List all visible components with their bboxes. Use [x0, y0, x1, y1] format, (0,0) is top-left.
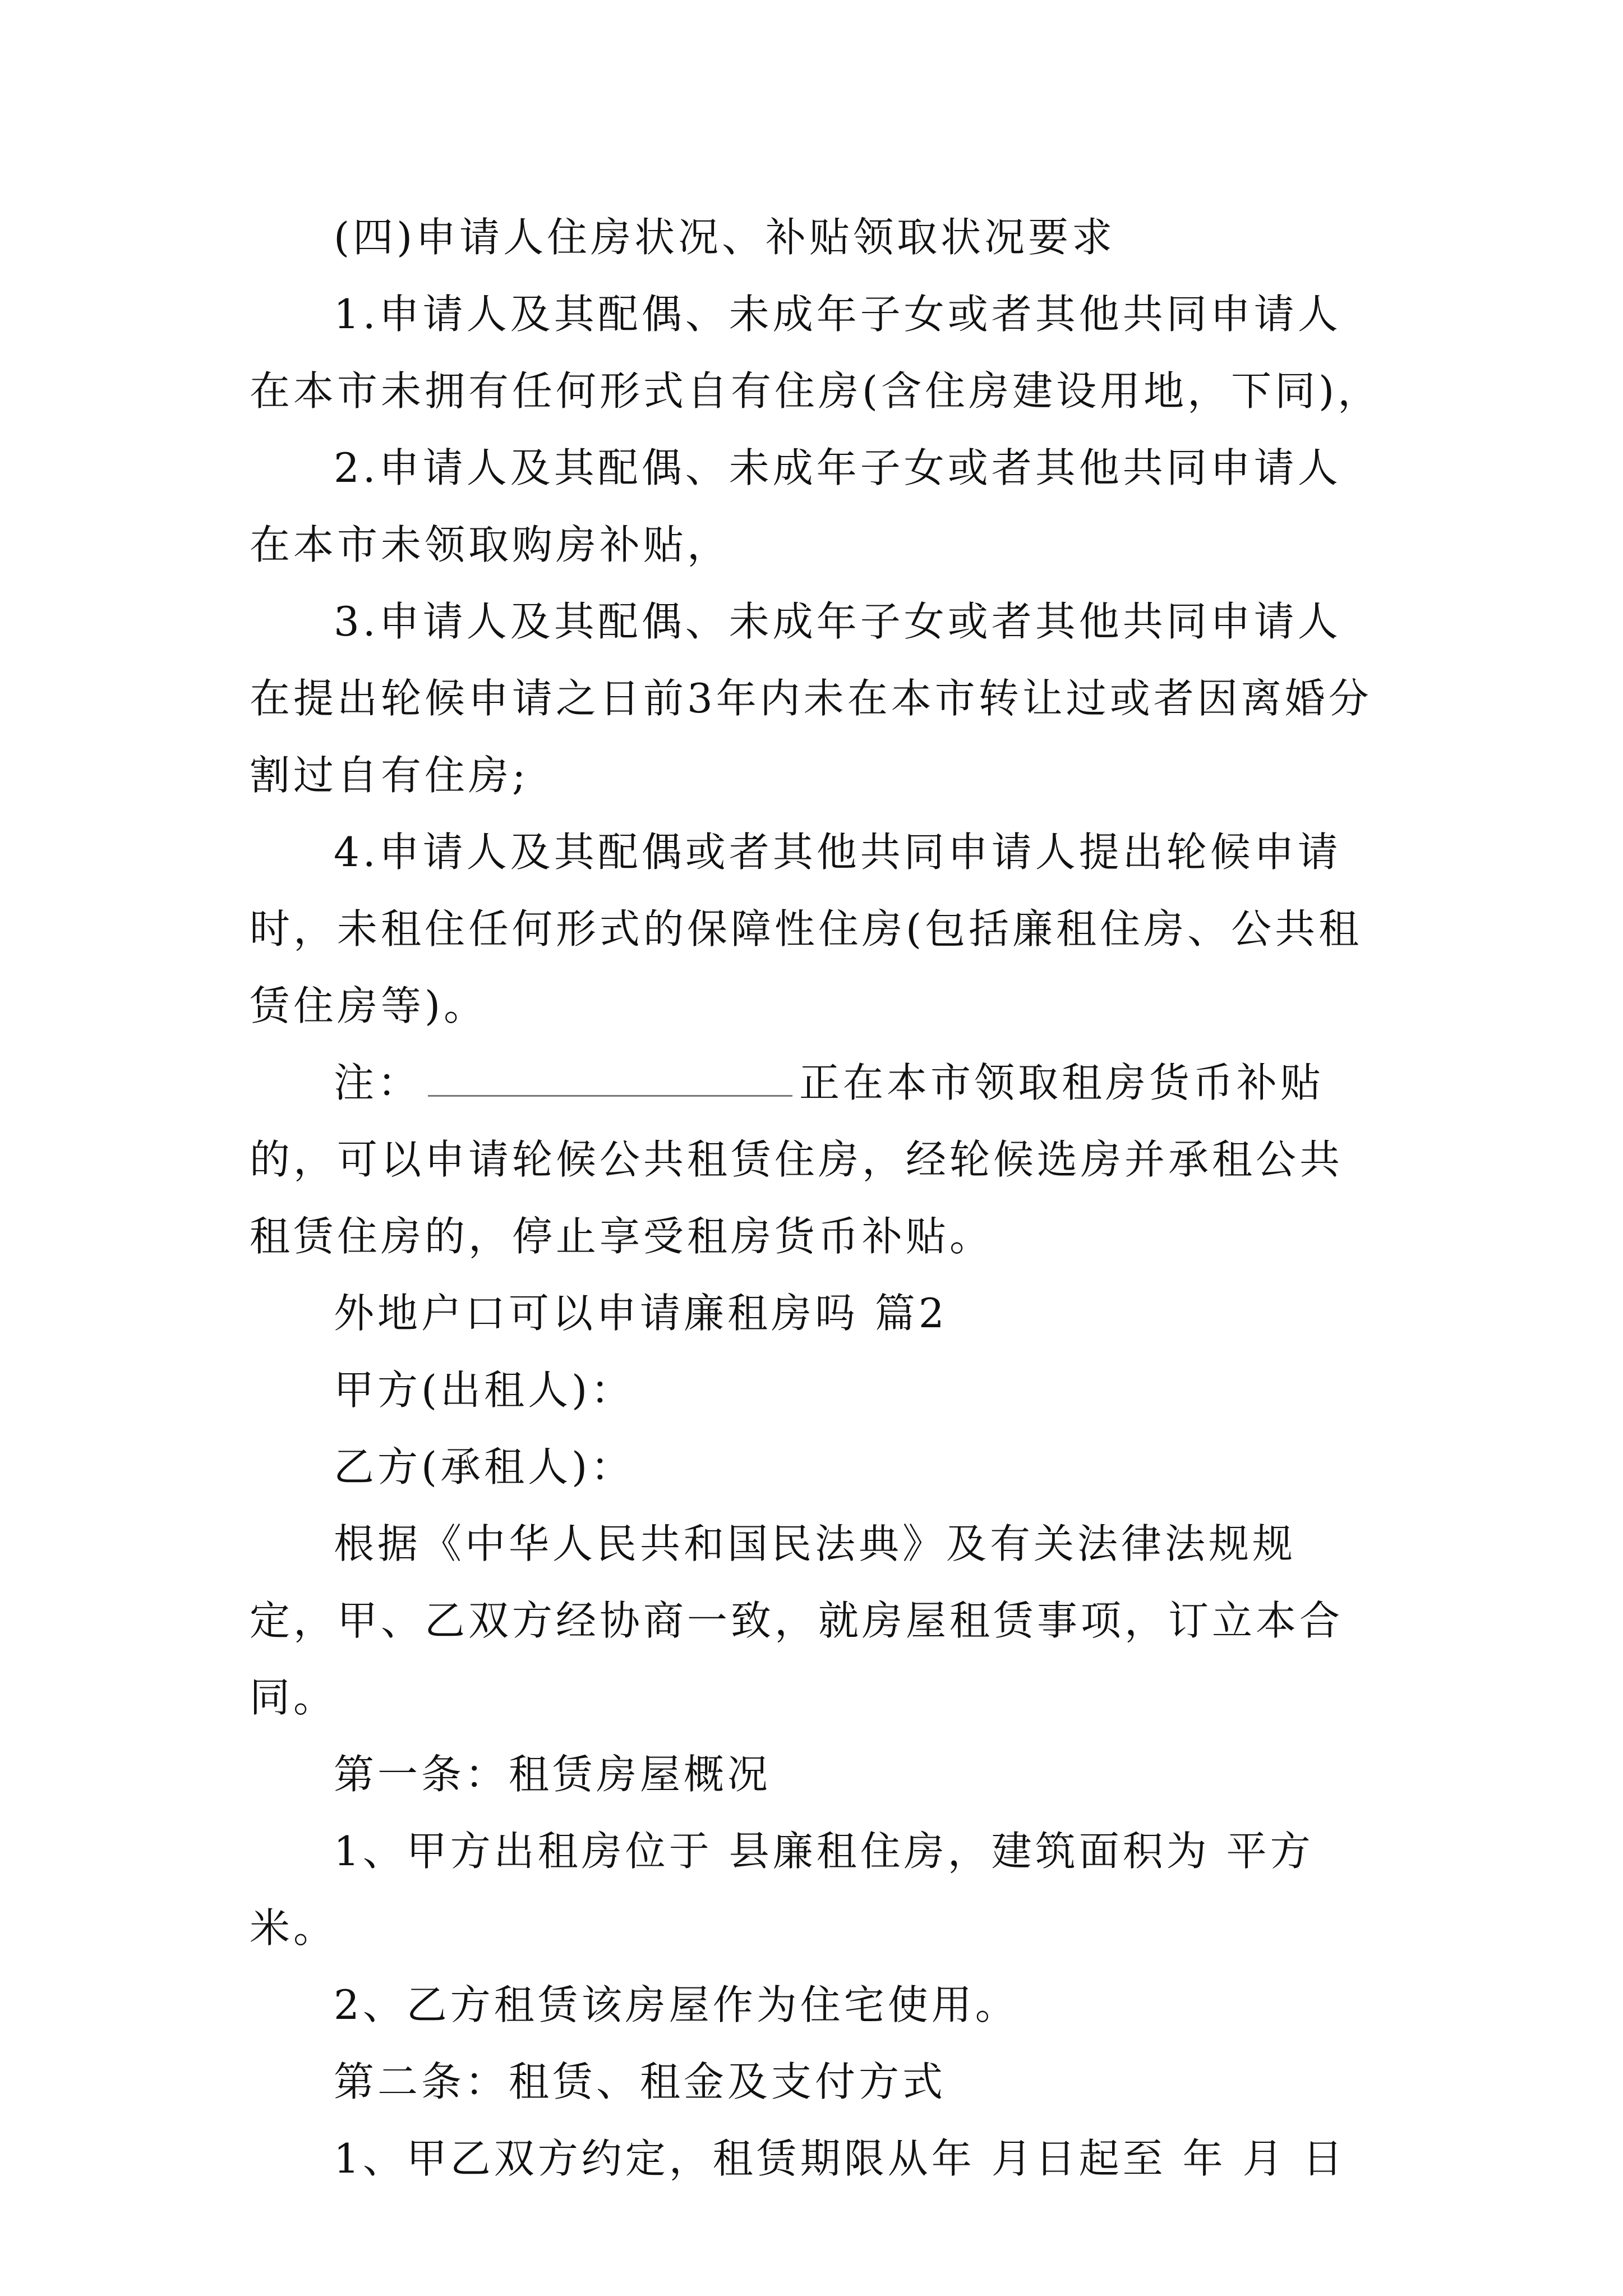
paragraph-item-1: 1.申请人及其配偶、未成年子女或者其他共同申请人在本市未拥有任何形式自有住房(含住房建设用地，下同)， — [250, 291, 1382, 415]
paragraph-item-3: 3.申请人及其配偶、未成年子女或者其他共同申请人在提出轮候申请之日前3年内未在本市转让过或者因离婚分割过自有住房; — [250, 598, 1372, 799]
paragraph-note — [250, 1045, 1382, 1275]
article-1-heading: 第一条：租赁房屋概况 — [334, 1751, 772, 1798]
document-body — [250, 199, 1382, 2197]
paragraph-item-2: 2.申请人及其配偶、未成年子女或者其他共同申请人在本市未领取购房补贴， — [250, 444, 1341, 568]
article-1-item-1: 1、甲方出租房位于 县廉租住房，建筑面积为 平方米。 — [250, 1828, 1314, 1952]
paragraph-housing-requirements-heading: (四)申请人住房状况、补贴领取状况要求 — [334, 214, 1116, 261]
note-prefix: 注： — [334, 1059, 422, 1106]
article-2-item-1: 1、甲乙双方约定，租赁期限从年 月日起至 年 月 日 — [334, 2135, 1347, 2182]
party-a-line: 甲方(出租人)： — [334, 1366, 635, 1414]
party-b-line: 乙方(承租人)： — [334, 1443, 635, 1490]
note-blank-line — [428, 1061, 792, 1097]
article-2-heading: 第二条：租赁、租金及支付方式 — [334, 2058, 947, 2105]
article-1-item-2: 2、乙方租赁该房屋作为住宅使用。 — [334, 1981, 1019, 2028]
paragraph-contract-basis: 根据《中华人民共和国民法典》及有关法律法规规定，甲、乙双方经协商一致，就房屋租赁事项，订立本合同。 — [250, 1520, 1344, 1721]
note-text: 正在本市领取租房货币补贴的，可以申请轮候公共租赁住房，经轮候选房并承租公共租赁住房的，停止享受租房货币补贴。 — [250, 1059, 1344, 1260]
section-title-part-2: 外地户口可以申请廉租房吗 篇2 — [334, 1290, 948, 1337]
paragraph-item-4: 4.申请人及其配偶或者其他共同申请人提出轮候申请时，未租住任何形式的保障性住房(包括廉租住房、公共租赁住房等)。 — [250, 829, 1363, 1029]
